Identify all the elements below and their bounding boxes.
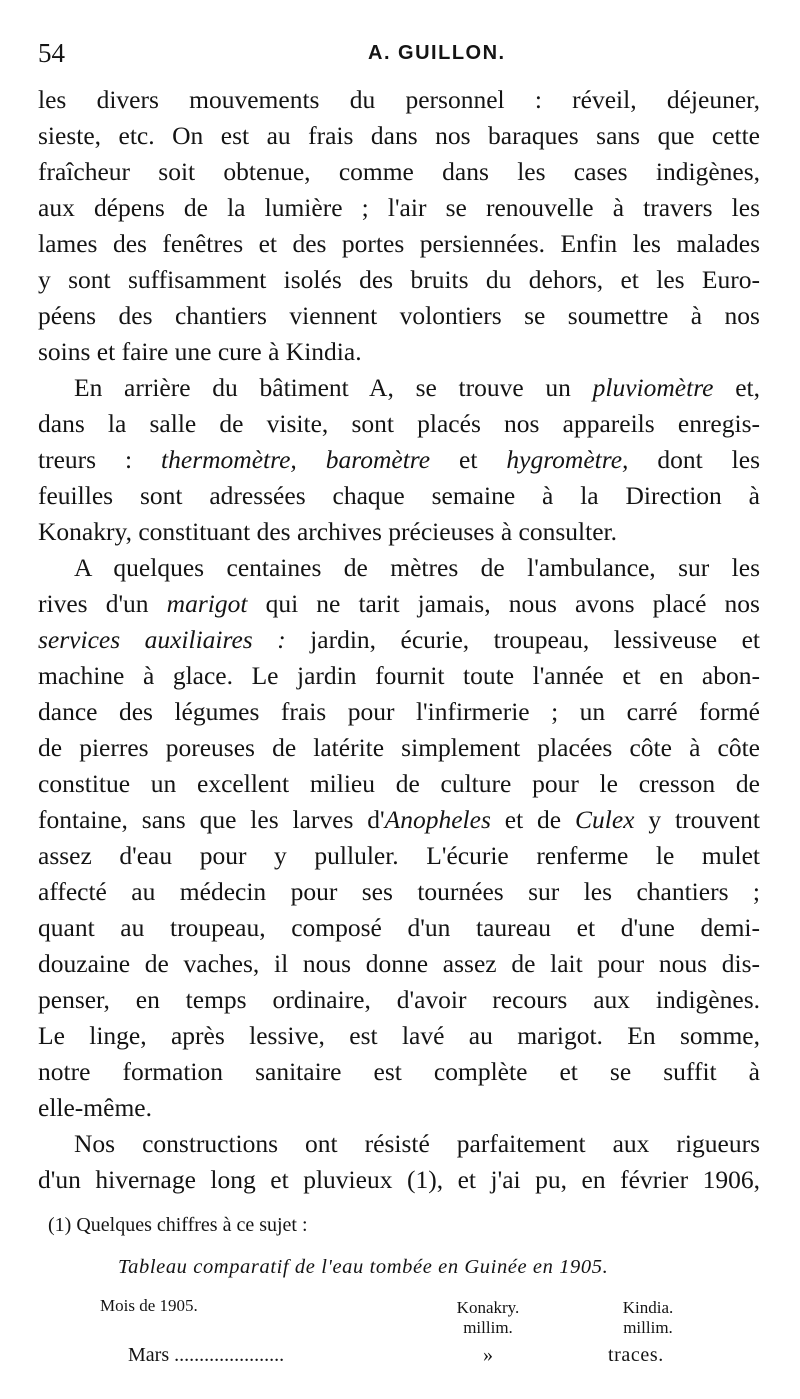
text-run: y trouvent bbox=[634, 805, 760, 834]
text-line: fraîcheur soit obtenue, comme dans les cases indigènes, bbox=[38, 157, 760, 186]
text-run: qui ne tarit jamais, nous avons placé nos bbox=[247, 589, 760, 618]
page-header bbox=[38, 38, 760, 74]
text-line: notre formation sanitaire est complète et se suffit à bbox=[38, 1057, 760, 1086]
cell-kindia: traces. bbox=[608, 1344, 664, 1366]
column-header-label: Kindia. bbox=[622, 1298, 674, 1317]
cell-konakry: » bbox=[483, 1344, 493, 1366]
text-line: soins et faire une cure à Kindia. bbox=[38, 337, 362, 366]
text-line: Le linge, après lessive, est lavé au marigot. En somme, bbox=[38, 1021, 760, 1050]
body-text bbox=[38, 82, 760, 1198]
column-header-kindia bbox=[603, 1298, 693, 1338]
text-line bbox=[38, 622, 760, 658]
footnote-intro: (1) Quelques chiffres à ce sujet : bbox=[48, 1214, 308, 1236]
text-line: constitue un excellent milieu de culture pour le cresson de bbox=[38, 769, 760, 798]
text-line: dans la salle de visite, sont placés nos appareils enregis- bbox=[38, 409, 760, 438]
paragraph-3 bbox=[38, 550, 760, 1126]
italic-term: services auxiliaires : bbox=[38, 625, 286, 654]
text-run: dont les bbox=[628, 445, 760, 474]
text-run: rives d'un bbox=[38, 589, 167, 618]
text-run: et de bbox=[490, 805, 575, 834]
text-line: y sont suffisamment isolés des bruits du dehors, et les Euro- bbox=[38, 265, 760, 294]
paragraph-1 bbox=[38, 82, 760, 370]
text-line: A quelques centaines de mètres de l'ambulance, sur les bbox=[74, 553, 760, 582]
text-line: Nos constructions ont résisté parfaitement aux rigueurs bbox=[74, 1129, 760, 1158]
text-line: machine à glace. Le jardin fournit toute l'année et en abon- bbox=[38, 661, 760, 690]
text-line: de pierres poreuses de latérite simplement placées côte à côte bbox=[38, 733, 760, 762]
italic-term: thermomètre, bbox=[161, 445, 297, 474]
text-line: douzaine de vaches, il nous donne assez de lait pour nous dis- bbox=[38, 949, 760, 978]
page-number: 54 bbox=[38, 38, 65, 68]
text-run: jardin, écurie, troupeau, lessiveuse et bbox=[285, 625, 760, 654]
text-run: et bbox=[430, 445, 507, 474]
text-line: quant au troupeau, composé d'un taureau et d'une demi- bbox=[38, 913, 760, 942]
text-line: sieste, etc. On est au frais dans nos baraques sans que cette bbox=[38, 121, 760, 150]
italic-term: baromètre bbox=[325, 445, 431, 474]
italic-term: pluviomètre bbox=[592, 373, 714, 402]
italic-term: Anopheles bbox=[384, 805, 491, 834]
text-run: fontaine, sans que les larves d' bbox=[38, 805, 385, 834]
text-run: treurs : bbox=[38, 445, 162, 474]
text-run: et, bbox=[713, 373, 761, 402]
text-line: aux dépens de la lumière ; l'air se renouvelle à travers les bbox=[38, 193, 760, 222]
text-line: penser, en temps ordinaire, d'avoir recours aux indigènes. bbox=[38, 985, 760, 1014]
text-line: les divers mouvements du personnel : réveil, déjeuner, bbox=[38, 85, 760, 114]
text-line: péens des chantiers viennent volontiers se soumettre à nos bbox=[38, 301, 760, 330]
italic-term: hygromètre, bbox=[506, 445, 629, 474]
text-line bbox=[38, 586, 760, 622]
text-line: assez d'eau pour y pulluler. L'écurie renferme le mulet bbox=[38, 841, 760, 870]
column-header-label: Konakry. bbox=[456, 1298, 520, 1317]
text-line: Konakry, constituant des archives précieuses à consulter. bbox=[38, 517, 617, 546]
column-header-month: Mois de 1905. bbox=[100, 1296, 198, 1315]
text-run bbox=[297, 445, 326, 474]
text-line: dance des légumes frais pour l'infirmerie ; un carré formé bbox=[38, 697, 760, 726]
paragraph-4 bbox=[38, 1126, 760, 1198]
text-line bbox=[38, 802, 760, 838]
text-line: lames des fenêtres et des portes persiennées. Enfin les malades bbox=[38, 229, 760, 258]
column-header-unit: millim. bbox=[463, 1318, 513, 1337]
column-header-konakry bbox=[433, 1298, 543, 1338]
text-line: elle-même. bbox=[38, 1093, 152, 1122]
paragraph-2 bbox=[38, 370, 760, 550]
running-head: A. GUILLON. bbox=[368, 42, 506, 64]
italic-term: Culex bbox=[575, 805, 635, 834]
cell-month: Mars ...................... bbox=[128, 1344, 285, 1366]
table-caption: Tableau comparatif de l'eau tombée en Guinée en 1905. bbox=[118, 1256, 609, 1278]
text-run: En arrière du bâtiment A, se trouve un bbox=[74, 373, 593, 402]
text-line bbox=[38, 370, 760, 406]
text-line: feuilles sont adressées chaque semaine à la Direction à bbox=[38, 481, 760, 510]
italic-term: marigot bbox=[166, 589, 248, 618]
text-line bbox=[38, 442, 760, 478]
column-header-unit: millim. bbox=[623, 1318, 673, 1337]
text-line: affecté au médecin pour ses tournées sur les chantiers ; bbox=[38, 877, 760, 906]
text-line: d'un hivernage long et pluvieux (1), et j'ai pu, en février 1906, bbox=[38, 1165, 760, 1194]
